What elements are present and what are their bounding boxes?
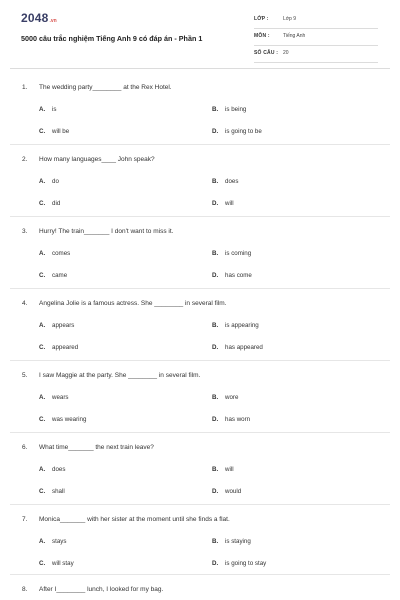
option-letter: A. xyxy=(39,250,46,257)
option-letter: D. xyxy=(212,200,219,207)
option-c[interactable] xyxy=(39,128,69,135)
logo-domain: .vn xyxy=(49,18,57,24)
option-letter: D. xyxy=(212,128,219,135)
meta-row-count xyxy=(254,48,378,63)
question-text: Angelina Jolie is a famous actress. She ________ in several film. xyxy=(39,300,227,307)
option-text: will be xyxy=(52,128,70,135)
option-letter: C. xyxy=(39,128,46,135)
option-d[interactable] xyxy=(212,488,241,495)
option-letter: B. xyxy=(212,538,219,545)
option-letter: B. xyxy=(212,394,219,401)
option-text: has come xyxy=(225,272,252,279)
option-letter: C. xyxy=(39,416,46,423)
option-letter: D. xyxy=(212,344,219,351)
option-letter: D. xyxy=(212,416,219,423)
question-number: 4. xyxy=(22,300,28,307)
question-number: 1. xyxy=(22,84,28,91)
option-text: did xyxy=(52,200,61,207)
meta-label: MÔN : xyxy=(254,33,270,39)
option-text: shall xyxy=(52,488,65,495)
question-item xyxy=(0,360,400,433)
option-text: has appeared xyxy=(225,344,263,351)
option-c[interactable] xyxy=(39,200,60,207)
question-divider xyxy=(10,216,390,217)
question-divider xyxy=(10,574,390,575)
option-text: stays xyxy=(52,538,67,545)
option-c[interactable] xyxy=(39,488,65,495)
option-text: came xyxy=(52,272,68,279)
option-d[interactable] xyxy=(212,272,252,279)
option-text: is going to be xyxy=(225,128,262,135)
option-letter: B. xyxy=(212,322,219,329)
option-d[interactable] xyxy=(212,128,262,135)
option-a[interactable] xyxy=(39,106,56,113)
option-text: appears xyxy=(52,322,75,329)
option-letter: C. xyxy=(39,344,46,351)
option-text: is going to stay xyxy=(225,560,267,567)
option-b[interactable] xyxy=(212,250,251,257)
question-number: 7. xyxy=(22,516,28,523)
option-letter: A. xyxy=(39,394,46,401)
option-text: does xyxy=(225,178,239,185)
meta-value: Lớp 9 xyxy=(283,16,297,22)
option-text: wore xyxy=(225,394,239,401)
option-letter: D. xyxy=(212,560,219,567)
option-b[interactable] xyxy=(212,178,238,185)
option-c[interactable] xyxy=(39,272,67,279)
option-a[interactable] xyxy=(39,394,69,401)
option-letter: B. xyxy=(212,178,219,185)
option-text: is coming xyxy=(225,250,252,257)
option-text: appeared xyxy=(52,344,79,351)
meta-label: SỐ CÂU : xyxy=(254,50,279,56)
meta-info xyxy=(254,14,378,65)
option-letter: A. xyxy=(39,466,46,473)
option-d[interactable] xyxy=(212,344,263,351)
document-title: 5000 câu trắc nghiệm Tiếng Anh 9 có đáp án - Phần 1 xyxy=(21,34,203,43)
question-item xyxy=(0,574,400,600)
option-letter: B. xyxy=(212,466,219,473)
option-text: does xyxy=(52,466,66,473)
option-text: is staying xyxy=(225,538,251,545)
question-text: The wedding party________ at the Rex Hotel. xyxy=(39,84,172,91)
option-letter: D. xyxy=(212,488,219,495)
option-d[interactable] xyxy=(212,416,250,423)
option-text: will stay xyxy=(52,560,74,567)
question-item xyxy=(0,216,400,289)
option-a[interactable] xyxy=(39,538,66,545)
question-text: How many languages____ John speak? xyxy=(39,156,155,163)
logo-text: 2048 xyxy=(21,11,49,25)
option-text: is xyxy=(52,106,57,113)
document-header xyxy=(0,0,400,68)
question-text: After I________ lunch, I looked for my bag. xyxy=(39,586,164,593)
option-text: is appearing xyxy=(225,322,259,329)
option-d[interactable] xyxy=(212,200,234,207)
question-divider xyxy=(10,504,390,505)
question-item xyxy=(0,72,400,145)
question-text: What time_______ the next train leave? xyxy=(39,444,154,451)
question-number: 2. xyxy=(22,156,28,163)
option-text: do xyxy=(52,178,59,185)
question-item xyxy=(0,144,400,217)
option-letter: C. xyxy=(39,200,46,207)
question-number: 5. xyxy=(22,372,28,379)
question-text: I saw Maggie at the party. She ________ in several film. xyxy=(39,372,201,379)
option-letter: A. xyxy=(39,106,46,113)
question-number: 8. xyxy=(22,586,28,593)
question-item xyxy=(0,432,400,505)
option-b[interactable] xyxy=(212,466,234,473)
option-b[interactable] xyxy=(212,322,259,329)
question-divider xyxy=(10,288,390,289)
question-item xyxy=(0,288,400,361)
option-c[interactable] xyxy=(39,416,86,423)
meta-row-grade xyxy=(254,14,378,29)
question-number: 3. xyxy=(22,228,28,235)
option-text: has worn xyxy=(225,416,251,423)
question-divider xyxy=(10,360,390,361)
site-logo[interactable] xyxy=(21,11,57,25)
question-number: 6. xyxy=(22,444,28,451)
option-letter: C. xyxy=(39,488,46,495)
option-a[interactable] xyxy=(39,178,59,185)
meta-value: Tiếng Anh xyxy=(283,33,306,39)
question-text: Monica_______ with her sister at the moment until she finds a flat. xyxy=(39,516,230,523)
option-c[interactable] xyxy=(39,344,78,351)
option-letter: B. xyxy=(212,250,219,257)
option-text: wears xyxy=(52,394,69,401)
option-a[interactable] xyxy=(39,466,65,473)
option-text: will xyxy=(225,200,234,207)
meta-row-subject xyxy=(254,31,378,46)
option-letter: B. xyxy=(212,106,219,113)
question-text: Hurry! The train_______ I don't want to miss it. xyxy=(39,228,174,235)
option-c[interactable] xyxy=(39,560,74,567)
option-text: was wearing xyxy=(52,416,87,423)
option-letter: A. xyxy=(39,538,46,545)
question-divider xyxy=(10,432,390,433)
option-text: comes xyxy=(52,250,71,257)
option-b[interactable] xyxy=(212,538,251,545)
meta-value: 20 xyxy=(283,50,289,56)
option-letter: A. xyxy=(39,178,46,185)
option-b[interactable] xyxy=(212,106,246,113)
option-letter: C. xyxy=(39,560,46,567)
question-divider xyxy=(10,144,390,145)
option-letter: D. xyxy=(212,272,219,279)
option-letter: A. xyxy=(39,322,46,329)
option-a[interactable] xyxy=(39,322,74,329)
question-item xyxy=(0,504,400,577)
option-letter: C. xyxy=(39,272,46,279)
option-text: would xyxy=(225,488,242,495)
meta-label: LỚP : xyxy=(254,16,269,22)
option-text: is being xyxy=(225,106,247,113)
option-d[interactable] xyxy=(212,560,266,567)
option-text: will xyxy=(225,466,234,473)
header-divider xyxy=(10,68,390,69)
option-a[interactable] xyxy=(39,250,70,257)
option-b[interactable] xyxy=(212,394,238,401)
